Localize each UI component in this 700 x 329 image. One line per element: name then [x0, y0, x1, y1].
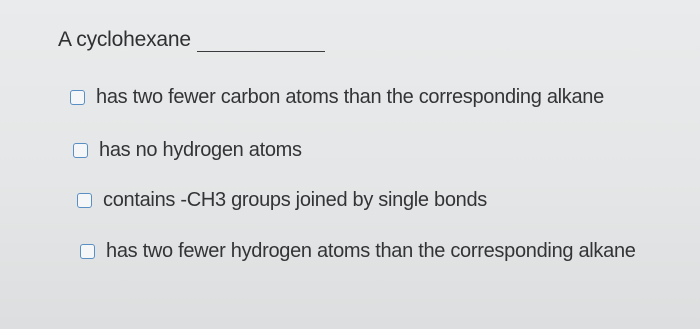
option-2[interactable] — [73, 139, 302, 162]
option-4-checkbox[interactable] — [80, 244, 95, 259]
option-4[interactable] — [80, 240, 636, 263]
option-1-checkbox[interactable] — [70, 90, 85, 105]
option-1-label: has two fewer carbon atoms than the corresponding alkane — [96, 86, 604, 108]
option-4-label: has two fewer hydrogen atoms than the corresponding alkane — [106, 240, 636, 262]
option-3-label: contains -CH3 groups joined by single bonds — [103, 189, 488, 211]
option-1[interactable] — [70, 86, 604, 109]
option-2-label: has no hydrogen atoms — [99, 139, 302, 161]
option-2-checkbox[interactable] — [73, 143, 88, 158]
option-3-checkbox[interactable] — [77, 193, 92, 208]
question-text: A cyclohexane — [58, 28, 191, 51]
option-3[interactable] — [77, 189, 487, 212]
